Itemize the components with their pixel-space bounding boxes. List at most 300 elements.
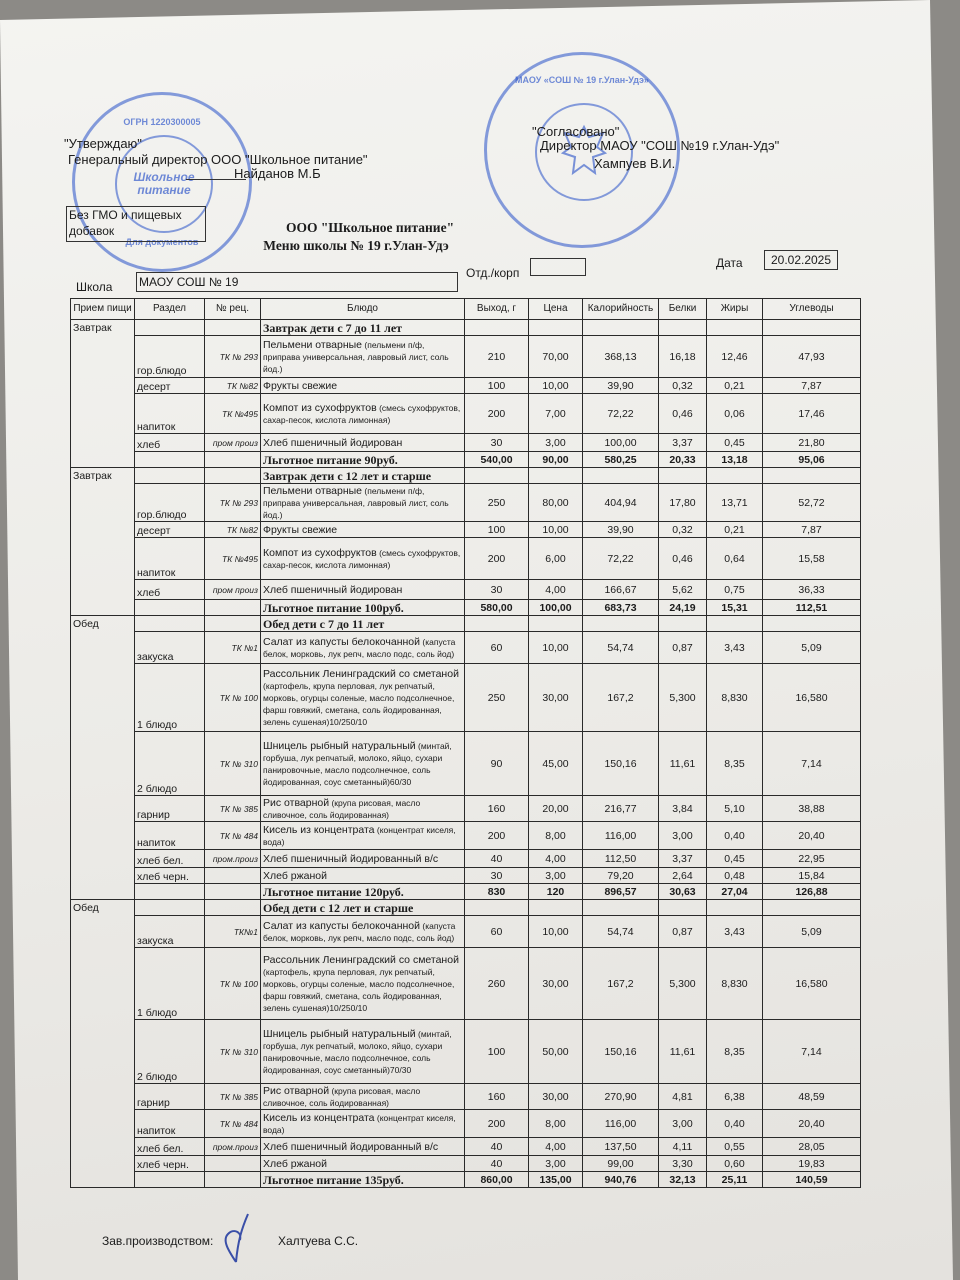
section-cell: хлеб черн. <box>135 1156 205 1172</box>
section-cell: гор.блюдо <box>135 484 205 522</box>
subtitle-row <box>71 900 861 916</box>
section-cell: десерт <box>135 522 205 538</box>
value-fat: 0,48 <box>707 868 763 884</box>
dish-ingredients: (минтай, горбуша, лук репчатый, молоко, яйцо, сухари панировочные, масло подсолнечное, соль йодированная, соус сметанный)60/30 <box>263 740 452 787</box>
value-cell <box>465 900 529 916</box>
meal-name: Завтрак <box>71 320 135 468</box>
value-out: 30 <box>465 868 529 884</box>
agree-label: "Согласовано" <box>532 124 620 139</box>
value-out: 160 <box>465 796 529 822</box>
value-fat: 0,64 <box>707 538 763 580</box>
value-kcal: 167,2 <box>583 664 659 732</box>
dish-name: Рис отварной <box>263 1084 330 1097</box>
value-out: 60 <box>465 916 529 948</box>
total-prot: 32,13 <box>659 1172 707 1188</box>
value-cell <box>763 468 861 484</box>
dish-name: Шницель рыбный натуральный <box>263 1027 416 1040</box>
total-price: 120 <box>529 884 583 900</box>
dish-ingredients: (смесь сухофруктов, сахар-песок, кислота лимонная) <box>263 547 461 570</box>
table-header-row <box>71 299 861 320</box>
value-cell <box>465 616 529 632</box>
value-out: 200 <box>465 822 529 850</box>
approve-position: Генеральный директор ООО "Школьное питание" <box>68 152 368 167</box>
rec-cell <box>205 468 261 484</box>
dish-cell <box>261 796 465 822</box>
value-prot: 3,37 <box>659 434 707 452</box>
recipe-number: ТК №1 <box>205 632 261 664</box>
dish-name: Рис отварной <box>263 796 330 809</box>
table-row <box>71 1138 861 1156</box>
section-cell <box>135 452 205 468</box>
table-row <box>71 916 861 948</box>
value-kcal: 79,20 <box>583 868 659 884</box>
value-prot: 2,64 <box>659 868 707 884</box>
total-row <box>71 600 861 616</box>
table-row <box>71 580 861 600</box>
value-price: 8,00 <box>529 1110 583 1138</box>
value-fat: 0,75 <box>707 580 763 600</box>
section-cell: хлеб <box>135 580 205 600</box>
section-cell: гор.блюдо <box>135 336 205 378</box>
value-price: 30,00 <box>529 664 583 732</box>
section-cell: закуска <box>135 632 205 664</box>
section-cell <box>135 616 205 632</box>
col-header: Раздел <box>135 299 205 320</box>
company-stamp: ОГРН 1220300005 Школьное питание Для документов <box>72 92 252 272</box>
subtitle-row <box>71 468 861 484</box>
dish-cell <box>261 580 465 600</box>
rec-cell <box>205 452 261 468</box>
value-kcal: 216,77 <box>583 796 659 822</box>
value-price: 70,00 <box>529 336 583 378</box>
note-line1: Без ГМО и пищевых <box>69 208 182 222</box>
dish-cell <box>261 394 465 434</box>
col-header: Жиры <box>707 299 763 320</box>
value-out: 60 <box>465 632 529 664</box>
value-fat: 3,43 <box>707 632 763 664</box>
value-price: 3,00 <box>529 868 583 884</box>
section-cell: хлеб бел. <box>135 1138 205 1156</box>
dish-ingredients: (картофель, крупа перловая, лук репчатый, морковь, огурцы соленые, масло подсолнечное, фарш говяжий, сметана, соль йодированная, зелень сушеная)10/250/10 <box>263 966 455 1013</box>
dish-name: Хлеб пшеничный йодирован <box>263 583 403 596</box>
value-kcal: 72,22 <box>583 538 659 580</box>
value-out: 260 <box>465 948 529 1020</box>
value-price: 4,00 <box>529 580 583 600</box>
value-price: 4,00 <box>529 850 583 868</box>
total-fat: 15,31 <box>707 600 763 616</box>
menu-title: Меню школы № 19 г.Улан-Удэ <box>263 238 449 253</box>
recipe-number: ТК № 484 <box>205 1110 261 1138</box>
recipe-number: пром произ <box>205 434 261 452</box>
value-cell <box>763 616 861 632</box>
value-out: 200 <box>465 538 529 580</box>
dish-cell <box>261 664 465 732</box>
value-out: 90 <box>465 732 529 796</box>
value-out: 210 <box>465 336 529 378</box>
table-row <box>71 868 861 884</box>
dish-cell <box>261 434 465 452</box>
col-header: Прием пищи <box>71 299 135 320</box>
total-kcal: 896,57 <box>583 884 659 900</box>
section-cell <box>135 1172 205 1188</box>
value-price: 10,00 <box>529 916 583 948</box>
total-kcal: 683,73 <box>583 600 659 616</box>
dish-name: Кисель из концентрата <box>263 1111 375 1124</box>
value-fat: 0,60 <box>707 1156 763 1172</box>
value-prot: 5,300 <box>659 948 707 1020</box>
table-row <box>71 336 861 378</box>
section-cell <box>135 600 205 616</box>
value-prot: 4,81 <box>659 1084 707 1110</box>
dish-ingredients: (крупа рисовая, масло сливочное, соль йодированная) <box>263 797 421 820</box>
value-carb: 20,40 <box>763 1110 861 1138</box>
value-carb: 47,93 <box>763 336 861 378</box>
value-cell <box>529 900 583 916</box>
total-out: 580,00 <box>465 600 529 616</box>
recipe-number: ТК №82 <box>205 378 261 394</box>
value-out: 250 <box>465 484 529 522</box>
dish-ingredients: (крупа рисовая, масло сливочное, соль йодированная) <box>263 1085 421 1108</box>
value-price: 20,00 <box>529 796 583 822</box>
value-carb: 28,05 <box>763 1138 861 1156</box>
recipe-number: пром.произ <box>205 850 261 868</box>
dish-cell <box>261 1084 465 1110</box>
value-price: 10,00 <box>529 522 583 538</box>
block-subtitle: Завтрак дети с 12 лет и старше <box>261 468 465 484</box>
value-fat: 3,43 <box>707 916 763 948</box>
total-prot: 20,33 <box>659 452 707 468</box>
approve-label: "Утверждаю" <box>64 136 142 151</box>
value-carb: 7,87 <box>763 522 861 538</box>
table-row <box>71 632 861 664</box>
value-kcal: 167,2 <box>583 948 659 1020</box>
recipe-number: ТК № 100 <box>205 664 261 732</box>
total-prot: 30,63 <box>659 884 707 900</box>
dish-name: Фрукты свежие <box>263 523 338 536</box>
dish-cell <box>261 822 465 850</box>
value-kcal: 166,67 <box>583 580 659 600</box>
dish-cell <box>261 336 465 378</box>
table-row <box>71 434 861 452</box>
value-fat: 0,55 <box>707 1138 763 1156</box>
value-carb: 38,88 <box>763 796 861 822</box>
value-cell <box>659 900 707 916</box>
no-gmo-note <box>66 206 206 242</box>
value-price: 80,00 <box>529 484 583 522</box>
value-price: 45,00 <box>529 732 583 796</box>
dish-name: Кисель из концентрата <box>263 823 375 836</box>
col-header: № рец. <box>205 299 261 320</box>
value-cell <box>583 900 659 916</box>
value-out: 100 <box>465 378 529 394</box>
value-kcal: 54,74 <box>583 916 659 948</box>
value-fat: 0,40 <box>707 1110 763 1138</box>
meal-name: Обед <box>71 900 135 1188</box>
block-subtitle: Завтрак дети с 7 до 11 лет <box>261 320 465 336</box>
section-cell <box>135 900 205 916</box>
total-price: 90,00 <box>529 452 583 468</box>
total-fat: 25,11 <box>707 1172 763 1188</box>
school-stamp: МАОУ «СОШ № 19 г.Улан-Удэ» <box>484 52 680 248</box>
table-row <box>71 484 861 522</box>
dish-cell <box>261 484 465 522</box>
recipe-number: ТК № 385 <box>205 796 261 822</box>
dish-name: Компот из сухофруктов <box>263 401 377 414</box>
dish-ingredients: (концентрат киселя, вода) <box>263 1112 456 1135</box>
total-carb: 95,06 <box>763 452 861 468</box>
subtitle-row <box>71 320 861 336</box>
value-carb: 21,80 <box>763 434 861 452</box>
dish-ingredients: (картофель, крупа перловая, лук репчатый, морковь, огурцы соленые, масло подсолнечное, фарш говяжий, сметана, соль йодированная, зелень сушеная)10/250/10 <box>263 680 455 727</box>
dish-cell <box>261 538 465 580</box>
table-row <box>71 538 861 580</box>
recipe-number: ТК № 293 <box>205 484 261 522</box>
value-prot: 3,84 <box>659 796 707 822</box>
value-prot: 5,300 <box>659 664 707 732</box>
value-prot: 3,00 <box>659 1110 707 1138</box>
value-price: 30,00 <box>529 1084 583 1110</box>
dish-ingredients: (смесь сухофруктов, сахар-песок, кислота лимонная) <box>263 402 461 425</box>
value-out: 40 <box>465 850 529 868</box>
value-fat: 8,830 <box>707 664 763 732</box>
table-row <box>71 822 861 850</box>
value-prot: 11,61 <box>659 732 707 796</box>
value-fat: 0,45 <box>707 850 763 868</box>
recipe-number: ТК №495 <box>205 394 261 434</box>
value-kcal: 150,16 <box>583 732 659 796</box>
value-prot: 17,80 <box>659 484 707 522</box>
section-cell <box>135 884 205 900</box>
table-row <box>71 1020 861 1084</box>
value-kcal: 137,50 <box>583 1138 659 1156</box>
value-prot: 3,37 <box>659 850 707 868</box>
value-out: 100 <box>465 1020 529 1084</box>
agree-name: Хампуев В.И. <box>594 156 676 171</box>
value-cell <box>465 320 529 336</box>
value-prot: 0,87 <box>659 632 707 664</box>
section-cell: хлеб черн. <box>135 868 205 884</box>
value-cell <box>763 320 861 336</box>
table-row <box>71 732 861 796</box>
block-subtitle: Обед дети с 7 до 11 лет <box>261 616 465 632</box>
value-fat: 8,35 <box>707 1020 763 1084</box>
col-header: Белки <box>659 299 707 320</box>
value-cell <box>583 468 659 484</box>
value-out: 160 <box>465 1084 529 1110</box>
footer-name: Халтуева С.С. <box>278 1234 359 1248</box>
section-cell: десерт <box>135 378 205 394</box>
value-price: 10,00 <box>529 632 583 664</box>
value-price: 7,00 <box>529 394 583 434</box>
rec-cell <box>205 1172 261 1188</box>
value-cell <box>659 468 707 484</box>
section-cell: хлеб <box>135 434 205 452</box>
value-fat: 0,06 <box>707 394 763 434</box>
date-label: Дата <box>716 256 743 270</box>
value-cell <box>707 616 763 632</box>
value-kcal: 72,22 <box>583 394 659 434</box>
value-carb: 7,14 <box>763 732 861 796</box>
section-cell: хлеб бел. <box>135 850 205 868</box>
value-kcal: 150,16 <box>583 1020 659 1084</box>
dept-value <box>530 258 586 276</box>
total-label: Льготное питание 90руб. <box>261 452 465 468</box>
total-kcal: 940,76 <box>583 1172 659 1188</box>
menu-body <box>71 299 861 1188</box>
value-cell <box>465 468 529 484</box>
value-prot: 3,00 <box>659 822 707 850</box>
value-prot: 3,30 <box>659 1156 707 1172</box>
dish-ingredients: (капуста белок, морковь, лук репч, масло подс, соль йод) <box>263 636 456 659</box>
value-out: 250 <box>465 664 529 732</box>
dish-cell <box>261 916 465 948</box>
value-kcal: 54,74 <box>583 632 659 664</box>
total-carb: 112,51 <box>763 600 861 616</box>
section-cell: напиток <box>135 822 205 850</box>
value-fat: 13,71 <box>707 484 763 522</box>
value-out: 30 <box>465 434 529 452</box>
section-cell: 2 блюдо <box>135 732 205 796</box>
value-kcal: 112,50 <box>583 850 659 868</box>
dish-cell <box>261 522 465 538</box>
col-header: Выход, г <box>465 299 529 320</box>
value-cell <box>529 320 583 336</box>
value-kcal: 116,00 <box>583 822 659 850</box>
value-carb: 36,33 <box>763 580 861 600</box>
value-price: 30,00 <box>529 948 583 1020</box>
recipe-number: ТК №495 <box>205 538 261 580</box>
value-prot: 0,32 <box>659 522 707 538</box>
value-kcal: 39,90 <box>583 522 659 538</box>
dish-cell <box>261 1020 465 1084</box>
dish-cell <box>261 850 465 868</box>
dish-ingredients: (капуста белок, морковь, лук репч, масло подс, соль йод) <box>263 920 456 943</box>
value-carb: 17,46 <box>763 394 861 434</box>
section-cell: гарнир <box>135 796 205 822</box>
total-out: 860,00 <box>465 1172 529 1188</box>
value-prot: 11,61 <box>659 1020 707 1084</box>
value-prot: 0,46 <box>659 394 707 434</box>
school-label: Школа <box>76 280 113 294</box>
col-header: Блюдо <box>261 299 465 320</box>
menu-table <box>70 298 861 1188</box>
value-fat: 5,10 <box>707 796 763 822</box>
dish-name: Хлеб ржаной <box>263 869 327 882</box>
dept-label: Отд./корп <box>466 266 520 280</box>
recipe-number: ТК № 310 <box>205 732 261 796</box>
value-carb: 52,72 <box>763 484 861 522</box>
total-out: 540,00 <box>465 452 529 468</box>
value-cell <box>583 616 659 632</box>
dish-name: Хлеб пшеничный йодированный в/с <box>263 852 439 865</box>
value-out: 100 <box>465 522 529 538</box>
total-carb: 140,59 <box>763 1172 861 1188</box>
block-subtitle: Обед дети с 12 лет и старше <box>261 900 465 916</box>
meal-name: Завтрак <box>71 468 135 616</box>
recipe-number <box>205 868 261 884</box>
recipe-number: ТК №82 <box>205 522 261 538</box>
section-cell: напиток <box>135 394 205 434</box>
dish-name: Рассольник Ленинградский со сметаной <box>263 667 459 680</box>
value-cell <box>707 320 763 336</box>
table-row <box>71 850 861 868</box>
value-out: 40 <box>465 1156 529 1172</box>
total-label: Льготное питание 100руб. <box>261 600 465 616</box>
value-cell <box>707 900 763 916</box>
rec-cell <box>205 616 261 632</box>
value-fat: 0,45 <box>707 434 763 452</box>
total-fat: 27,04 <box>707 884 763 900</box>
value-cell <box>659 320 707 336</box>
value-carb: 15,58 <box>763 538 861 580</box>
dish-name: Рассольник Ленинградский со сметаной <box>263 953 459 966</box>
section-cell: напиток <box>135 538 205 580</box>
total-prot: 24,19 <box>659 600 707 616</box>
section-cell: 1 блюдо <box>135 948 205 1020</box>
table-row <box>71 1156 861 1172</box>
total-label: Льготное питание 120руб. <box>261 884 465 900</box>
agree-position: Директор МАОУ "СОШ №19 г.Улан-Удэ" <box>540 138 780 153</box>
value-price: 8,00 <box>529 822 583 850</box>
value-cell <box>529 468 583 484</box>
value-carb: 7,87 <box>763 378 861 394</box>
school-value: МАОУ СОШ № 19 <box>136 272 458 292</box>
value-kcal: 116,00 <box>583 1110 659 1138</box>
value-price: 3,00 <box>529 434 583 452</box>
table-row <box>71 948 861 1020</box>
section-cell: закуска <box>135 916 205 948</box>
dish-name: Хлеб пшеничный йодирован <box>263 436 403 449</box>
note-line2: добавок <box>69 224 115 238</box>
value-cell <box>583 320 659 336</box>
value-fat: 12,46 <box>707 336 763 378</box>
value-carb: 5,09 <box>763 632 861 664</box>
col-header: Цена <box>529 299 583 320</box>
value-carb: 48,59 <box>763 1084 861 1110</box>
value-kcal: 99,00 <box>583 1156 659 1172</box>
dish-cell <box>261 1138 465 1156</box>
value-prot: 0,87 <box>659 916 707 948</box>
org-title: ООО "Школьное питание" <box>285 220 455 235</box>
value-price: 4,00 <box>529 1138 583 1156</box>
rec-cell <box>205 320 261 336</box>
value-carb: 22,95 <box>763 850 861 868</box>
value-carb: 5,09 <box>763 916 861 948</box>
total-row <box>71 884 861 900</box>
value-carb: 16,580 <box>763 948 861 1020</box>
dish-cell <box>261 948 465 1020</box>
recipe-number: ТК № 100 <box>205 948 261 1020</box>
dish-name: Салат из капусты белокочанной <box>263 919 421 932</box>
signature-icon <box>218 1210 258 1266</box>
value-prot: 5,62 <box>659 580 707 600</box>
dish-cell <box>261 1156 465 1172</box>
value-cell <box>659 616 707 632</box>
value-carb: 16,580 <box>763 664 861 732</box>
dish-name: Салат из капусты белокочанной <box>263 635 421 648</box>
rec-cell <box>205 884 261 900</box>
value-price: 10,00 <box>529 378 583 394</box>
footer-label: Зав.производством: <box>102 1234 214 1248</box>
dish-name: Шницель рыбный натуральный <box>263 739 416 752</box>
section-cell: 1 блюдо <box>135 664 205 732</box>
table-row <box>71 1084 861 1110</box>
total-fat: 13,18 <box>707 452 763 468</box>
total-price: 100,00 <box>529 600 583 616</box>
value-carb: 19,83 <box>763 1156 861 1172</box>
dish-ingredients: (пельмени п/ф, приправа универсальная, лавровый лист, соль йод.) <box>263 485 449 520</box>
dish-cell <box>261 1110 465 1138</box>
